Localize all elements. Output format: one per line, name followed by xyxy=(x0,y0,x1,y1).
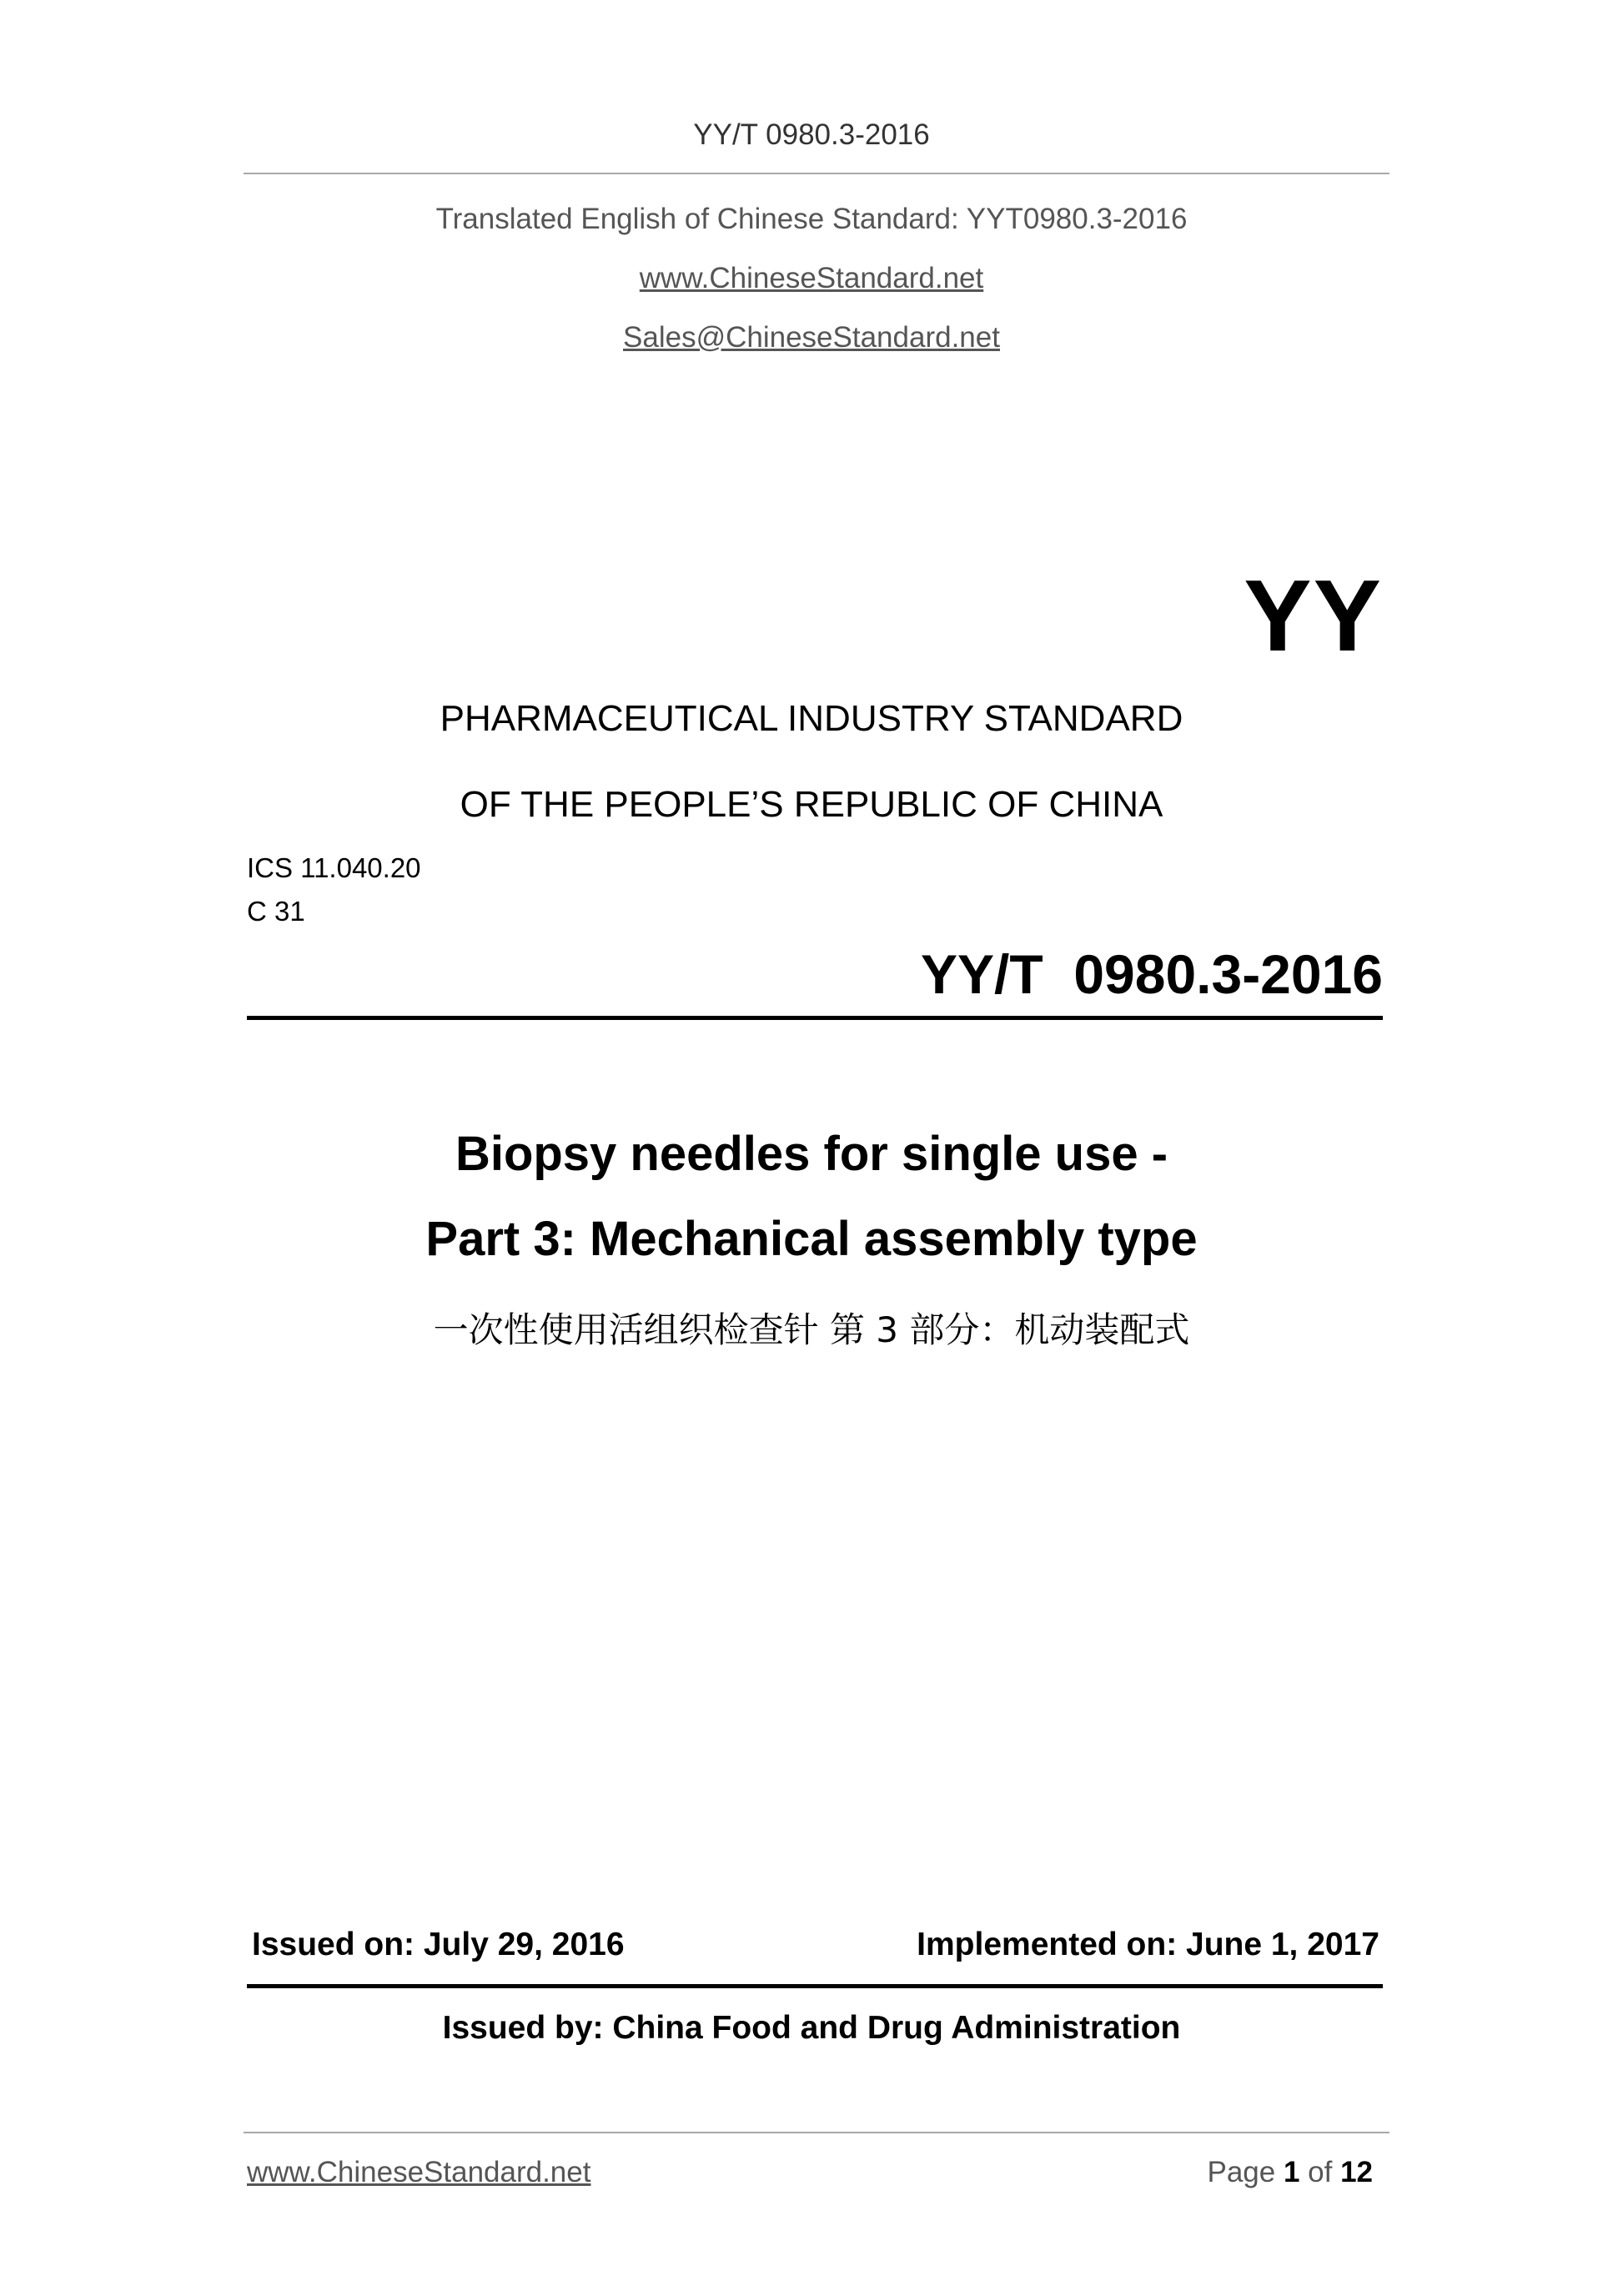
page-number xyxy=(1207,2156,1373,2189)
website-line xyxy=(0,262,1623,295)
ccs-code: C 31 xyxy=(247,896,305,927)
title-chinese: 一次性使用活组织检查针 第 3 部分：机动装配式 xyxy=(433,1309,1190,1350)
implemented-on-date: Implemented on: June 1, 2017 xyxy=(917,1927,1379,1962)
footer-website-link[interactable]: www.ChineseStandard.net xyxy=(247,2156,591,2188)
title-english-line-2: Part 3: Mechanical assembly type xyxy=(425,1212,1198,1266)
issued-on-date: Issued on: July 29, 2016 xyxy=(252,1927,625,1962)
email-line xyxy=(0,321,1623,354)
page-current: 1 xyxy=(1283,2156,1300,2188)
translation-notice: Translated English of Chinese Standard: YYT0980.3-2016 xyxy=(435,203,1188,235)
website-link[interactable]: www.ChineseStandard.net xyxy=(639,262,984,294)
issuing-authority: Issued by: China Food and Drug Administration xyxy=(442,2010,1181,2046)
running-header: YY/T 0980.3-2016 xyxy=(693,118,930,151)
footer-divider xyxy=(244,2132,1389,2133)
title-english-line-1: Biopsy needles for single use - xyxy=(455,1127,1168,1181)
number-divider xyxy=(247,1016,1383,1020)
standard-mark: YY xyxy=(1244,559,1383,672)
standard-number: YY/T 0980.3-2016 xyxy=(920,943,1383,1005)
page-of: of xyxy=(1299,2156,1341,2188)
footer-website xyxy=(247,2156,590,2189)
ics-code: ICS 11.040.20 xyxy=(247,852,421,883)
email-link[interactable]: Sales@ChineseStandard.net xyxy=(623,321,1000,354)
standard-line-2: OF THE PEOPLE’S REPUBLIC OF CHINA xyxy=(460,784,1163,825)
dates-divider xyxy=(247,1984,1383,1988)
standard-line-1: PHARMACEUTICAL INDUSTRY STANDARD xyxy=(440,698,1183,739)
page-prefix: Page xyxy=(1207,2156,1284,2188)
page-total: 12 xyxy=(1340,2156,1373,2188)
header-divider xyxy=(244,173,1389,174)
